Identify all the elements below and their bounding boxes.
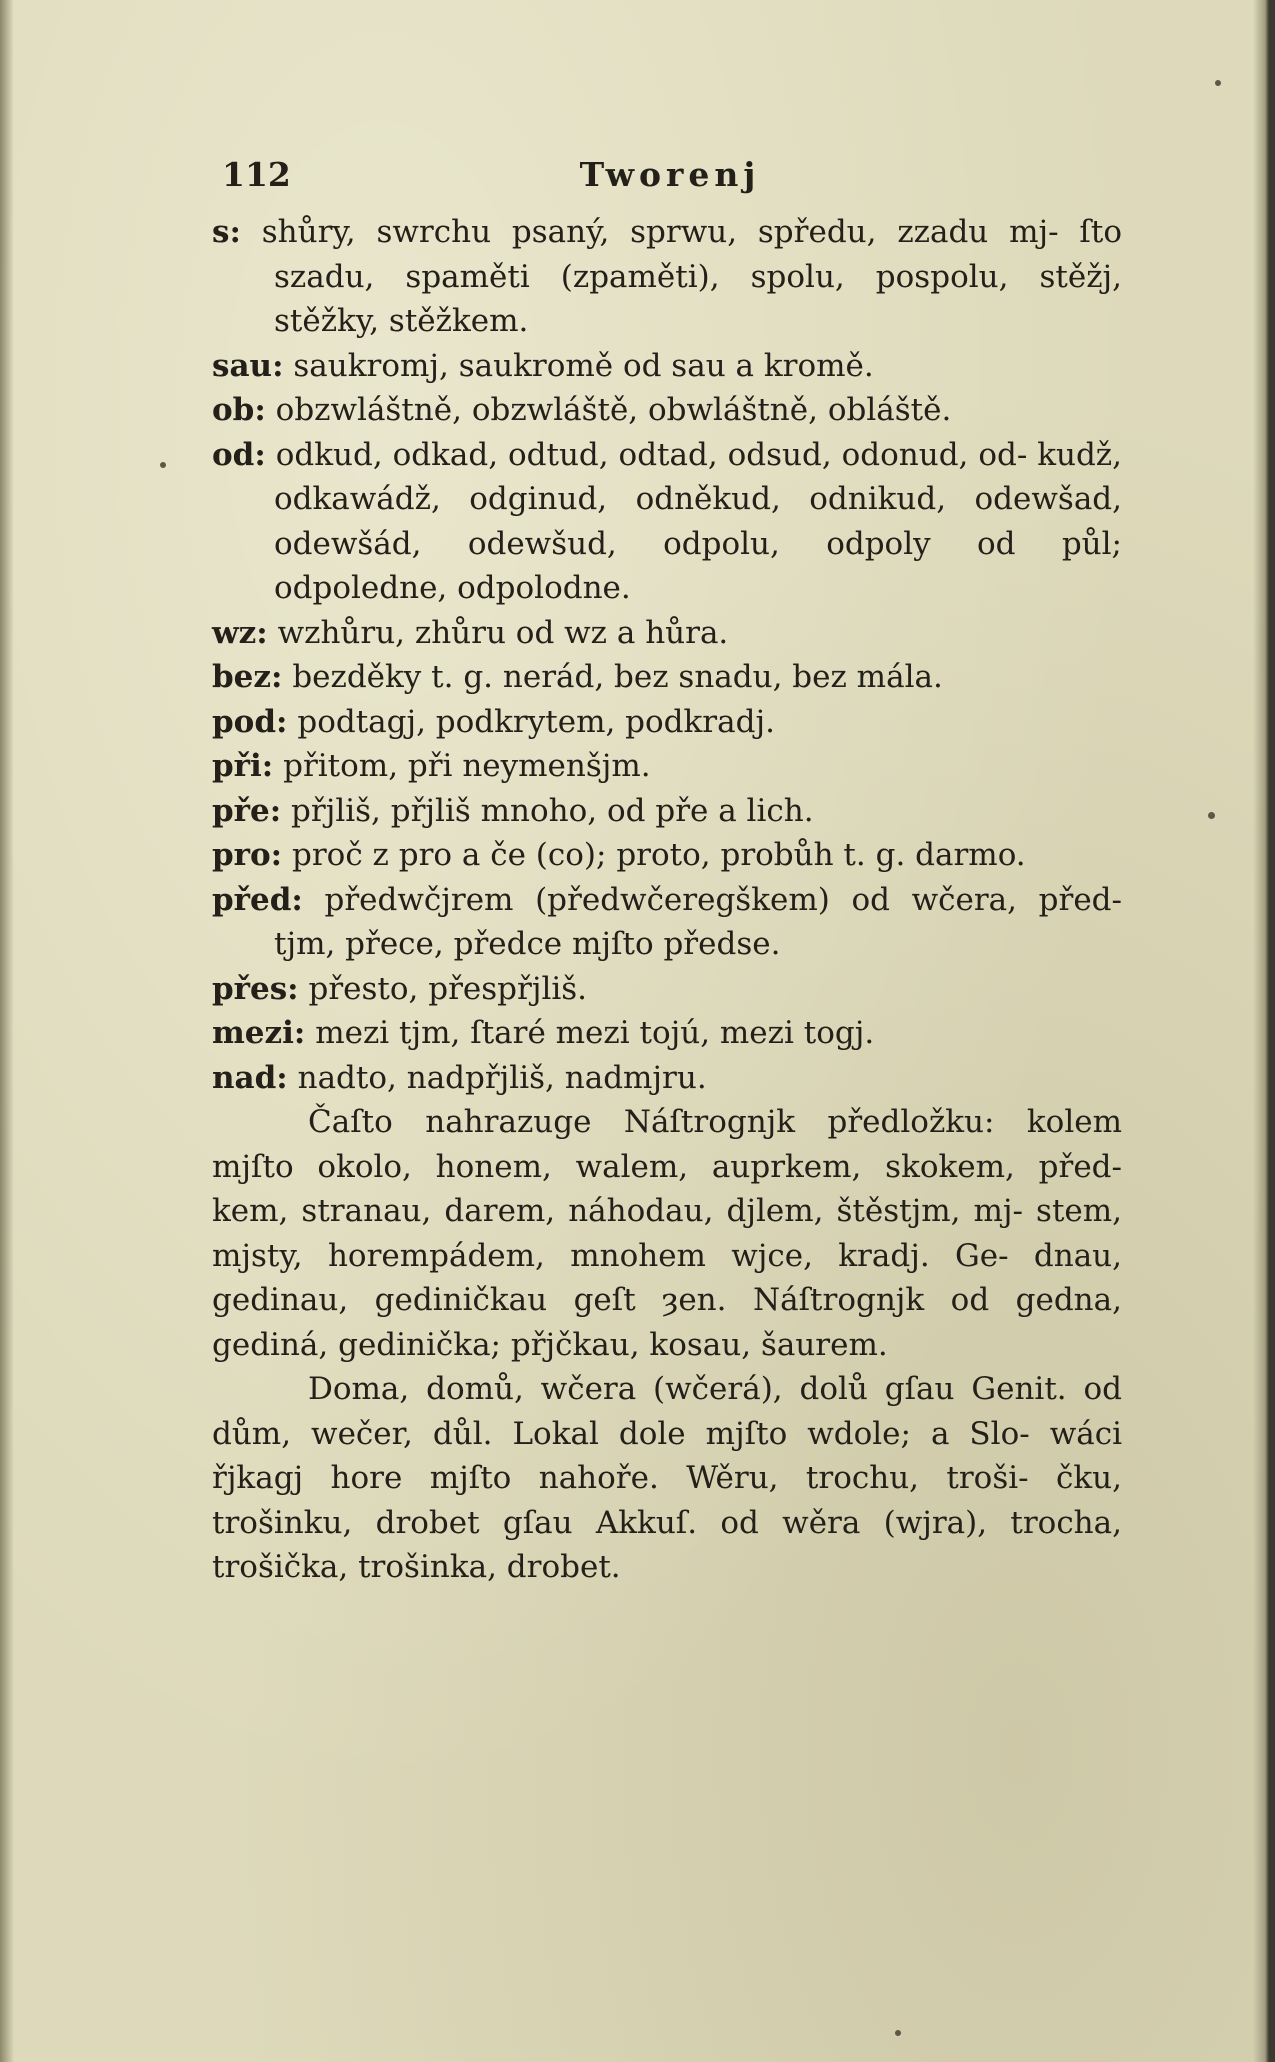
- entry-text: bezděky t. g. nerád, bez snadu, bez mála.: [292, 659, 943, 695]
- ink-speck: [1215, 80, 1221, 86]
- entry-text: saukromj, saukromě od sau a kromě.: [293, 347, 874, 384]
- entry-prefix: před:: [212, 881, 303, 918]
- page-body: [212, 210, 1122, 1590]
- prefix-entry-ob: [212, 388, 1122, 433]
- entry-prefix: pod:: [212, 703, 288, 740]
- prefix-entry-pres: [212, 967, 1122, 1012]
- entry-text: podtagj, podkrytem, podkradj.: [297, 703, 775, 740]
- prefix-entry-pre: [212, 789, 1122, 834]
- page-header: [222, 150, 1118, 200]
- ink-speck: [895, 2030, 901, 2036]
- entry-text: nadto, nadpřjliš, nadmjru.: [297, 1059, 707, 1096]
- entry-prefix: bez:: [212, 659, 283, 695]
- page-edge-shadow-left: [0, 0, 14, 2062]
- ink-speck: [160, 462, 166, 468]
- entry-text: přjliš, přjliš mnoho, od pře a lich.: [291, 792, 814, 829]
- page-edge-shadow-right: [1253, 0, 1275, 2062]
- entry-prefix: wz:: [212, 614, 268, 651]
- entry-text: obzwláštně, obzwláště, obwláštně, obláště.: [275, 392, 952, 428]
- body-paragraph: Čaſto nahrazuge Náſtrognjk předložku: kolem mjſto okolo, honem, walem, auprkem, skokem, před- kem, stranau, darem, náhodau, djlem, štěstjm, mj- stem, mjsty, horempádem, mnohem wjce, kradj. Ge- dnau, gedinau, gediničkau geſt ȝen. Náſtrognjk od gedna, gediná, gedinička; přjčkau, kosau, šaurem.: [212, 1104, 1122, 1363]
- prefix-entry-pri: [212, 744, 1122, 789]
- entry-text: přitom, při neymenšjm.: [283, 748, 651, 784]
- prefix-entry-s: [212, 210, 1122, 344]
- prefix-entry-od: [212, 433, 1122, 611]
- entry-text: mezi tjm, ſtaré mezi tojú, mezi togj.: [315, 1015, 875, 1051]
- entry-prefix: nad:: [212, 1059, 288, 1096]
- ink-speck: [1208, 812, 1215, 819]
- entry-prefix: s:: [212, 214, 241, 250]
- prefix-entry-nad: [212, 1056, 1122, 1101]
- prefix-entry-bez: [212, 655, 1122, 700]
- entry-text: předwčjrem (předwčeregškem) od wčera, před- tjm, přece, předce mjſto předse.: [274, 881, 1122, 962]
- entry-prefix: ob:: [212, 392, 266, 428]
- prefix-entry-pro: [212, 833, 1122, 878]
- running-title: Tworenj: [579, 155, 761, 194]
- entry-prefix: od:: [212, 436, 266, 473]
- entry-prefix: při:: [212, 748, 274, 784]
- entry-text: odkud, odkad, odtud, odtad, odsud, odonud, od- kudž, odkawádž, odginud, odněkud, odnikud, odewšad, odewšád, odewšud, odpolu, odpoly od půl; odpoledne, odpolodne.: [274, 436, 1122, 606]
- prefix-entry-pred: [212, 878, 1122, 967]
- body-paragraph: Doma, domů, wčera (wčerá), dolů gſau Genit. od dům, wečer, důl. Lokal dole mjſto wdole; a Slo- wáci řjkagj hore mjſto nahoře. Wěru, trochu, troši- čku, trošinku, drobet gſau Akkuſ. od wěra (wjra), trocha, trošička, trošinka, drobet.: [212, 1371, 1122, 1585]
- entry-prefix: přes:: [212, 970, 299, 1007]
- prefix-entry-wz: [212, 611, 1122, 656]
- page-number: 112: [222, 155, 291, 194]
- prefix-entry-mezi: [212, 1011, 1122, 1056]
- entry-text: přesto, přespřjliš.: [308, 970, 588, 1007]
- entry-text: shůry, swrchu psaný, sprwu, spředu, zzadu mj- ſto szadu, spaměti (zpaměti), spolu, pospolu, stěžj, stěžky, stěžkem.: [261, 214, 1123, 339]
- entry-prefix: mezi:: [212, 1015, 306, 1051]
- entry-prefix: pře:: [212, 792, 282, 829]
- entry-prefix: sau:: [212, 347, 284, 384]
- prefix-entry-sau: [212, 344, 1122, 389]
- entry-prefix: pro:: [212, 837, 283, 873]
- entry-text: proč z pro a če (co); proto, probůh t. g. darmo.: [292, 837, 1026, 873]
- prefix-entry-pod: [212, 700, 1122, 745]
- entry-text: wzhůru, zhůru od wz a hůra.: [277, 614, 729, 651]
